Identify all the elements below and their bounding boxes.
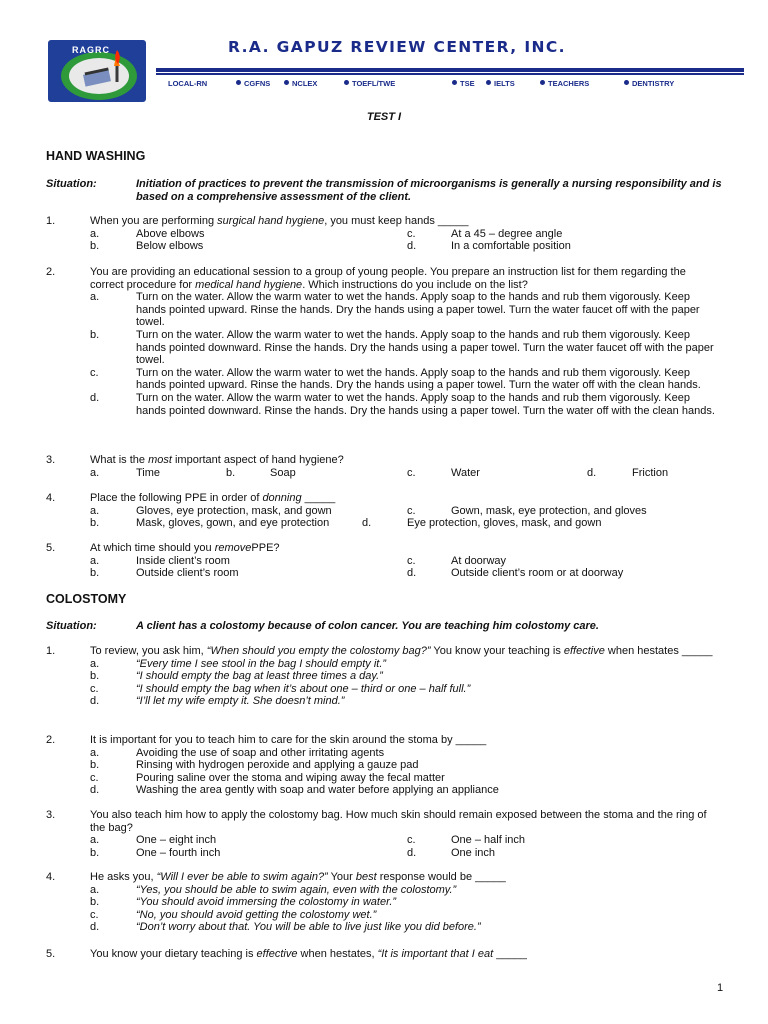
- bullet-icon: [344, 80, 349, 85]
- option-c: One – half inch: [451, 834, 525, 847]
- question-text: It is important for you to teach him to care for the skin around the stoma by _____: [90, 734, 487, 746]
- question-col-2: 2. It is important for you to teach him to care for the skin around the stoma by _____ a. Avoiding the use of soap and other irritating agents b. Rinsing with hydrogen peroxide and applying a gauze pad c. Pouring saline over the stoma and wiping away the fecal matter d. Washing the area gently with soap and water before applying an appliance: [46, 734, 726, 797]
- option-c: c. Turn on the water. Allow the warm water to wet the hands. Apply soap to the hands and rub them vigorously. Keep hands pointed upward. Rinse the hands. Dry the hands using a paper towel. Turn the water off with the clean hands.: [90, 366, 701, 392]
- option-c: At a 45 – degree angle: [451, 227, 563, 240]
- option-a: One – eight inch: [136, 834, 217, 847]
- option-a: Avoiding the use of soap and other irritating agents: [136, 746, 385, 759]
- question-text: At which time should you removePPE?: [90, 542, 280, 554]
- bullet-icon: [236, 80, 241, 85]
- test-title: TEST I: [366, 111, 402, 123]
- question-number: 3.: [46, 454, 56, 466]
- question-col-5: [46, 948, 726, 961]
- question-text: To review, you ask him, “When should you empty the colostomy bag?” You know your teaching is effective when hestates _____: [90, 645, 713, 657]
- situation-label: Situation:: [46, 620, 97, 632]
- question-hw-1: [46, 215, 726, 253]
- question-number: 4.: [46, 871, 56, 883]
- bullet-icon: [486, 80, 491, 85]
- option-row: b. One – fourth inch d. One inch: [90, 846, 496, 859]
- service-item: NCLEX: [284, 78, 292, 91]
- option-row: a. Inside client’s room c. At doorway: [90, 554, 507, 567]
- option-a: “Every time I see stool in the bag I should empty it.”: [136, 657, 387, 670]
- option-row: b. Outside client’s room d. Outside client’s room or at doorway: [90, 567, 624, 580]
- bullet-icon: [540, 80, 545, 85]
- option-d: Washing the area gently with soap and water before applying an appliance: [136, 784, 499, 797]
- question-text: What is the most important aspect of hand hygiene?: [90, 454, 344, 466]
- option-c: At doorway: [451, 554, 507, 567]
- question-number: 3.: [46, 809, 56, 821]
- page-number: 1: [717, 982, 724, 994]
- option-c: Pouring saline over the stoma and wiping away the fecal matter: [136, 771, 445, 784]
- company-name: R.A. GAPUZ REVIEW CENTER, INC.: [228, 38, 566, 56]
- question-text: Place the following PPE in order of donning _____: [90, 492, 336, 504]
- option-d: Eye protection, gloves, mask, and gown: [407, 517, 602, 530]
- option-b: One – fourth inch: [136, 846, 221, 859]
- question-hw-3: [46, 454, 726, 479]
- bullet-icon: [452, 80, 457, 85]
- option-c: “I should empty the bag when it’s about one – third or one – half full.”: [136, 682, 471, 695]
- option-row: a. Gloves, eye protection, mask, and gown c. Gown, mask, eye protection, and gloves: [90, 504, 647, 517]
- question-number: 2.: [46, 734, 56, 746]
- service-item: IELTS: [486, 78, 494, 91]
- company-logo: [48, 40, 146, 102]
- situation-text: A client has a colostomy because of colon cancer. You are teaching him colostomy care.: [136, 620, 599, 632]
- question-hw-5: [46, 542, 726, 580]
- question-number: 5.: [46, 948, 56, 960]
- option-b: “You should avoid immersing the colostomy in water.”: [136, 896, 397, 909]
- option-a: “Yes, you should be able to swim again, even with the colostomy.”: [136, 883, 457, 896]
- option-a: Time: [136, 466, 161, 479]
- question-text: When you are performing surgical hand hygiene, you must keep hands _____: [90, 215, 469, 227]
- service-item: DENTISTRY: [624, 78, 632, 91]
- option-a: Above elbows: [136, 227, 205, 240]
- option-d: “Don’t worry about that. You will be able to live just like you did before.”: [136, 921, 481, 934]
- question-number: 4.: [46, 492, 56, 504]
- service-item: TEACHERS: [540, 78, 548, 91]
- logo-text: RAGRC: [72, 45, 110, 55]
- option-d: Friction: [632, 466, 669, 479]
- option-d: One inch: [451, 846, 496, 859]
- option-row: a. Above elbows c. At a 45 – degree angle: [90, 227, 563, 240]
- question-col-4: 4. He asks you, “Will I ever be able to swim again?” Your best response would be _____ a. “Yes, you should be able to swim again, even with the colostomy.” b. “You should avoid immersing the colostomy in water.” c. “No, you should avoid getting the colostomy wet.” d. “Don’t worry about that. You will be able to live just like you did before.”: [46, 871, 726, 934]
- letterhead: [48, 40, 738, 110]
- question-hw-2: [46, 266, 726, 417]
- bullet-icon: [624, 80, 629, 85]
- option-b: Soap: [270, 466, 296, 479]
- question-text: You also teach him how to apply the colostomy bag. How much skin should remain exposed between the stoma and the ring of the bag?: [90, 809, 707, 834]
- option-b: Outside client’s room: [136, 567, 239, 580]
- service-item: CGFNS: [236, 78, 244, 91]
- option-row: a. One – eight inch c. One – half inch: [90, 834, 525, 847]
- option-d: d. Turn on the water. Allow the warm water to wet the hands. Apply soap to the hands and rub them vigorously. Keep hands pointed downward. Rinse the hands. Dry the hands using a paper towel. Turn the water off with the clean hands.: [90, 391, 715, 417]
- question-hw-4: [46, 492, 726, 530]
- option-row: b. Below elbows d. In a comfortable position: [90, 240, 571, 253]
- option-b: Rinsing with hydrogen peroxide and applying a gauze pad: [136, 759, 419, 772]
- option-c: Water: [451, 466, 480, 479]
- question-text: He asks you, “Will I ever be able to swim again?” Your best response would be _____: [90, 871, 506, 883]
- section-title-colostomy: COLOSTOMY: [46, 592, 127, 606]
- option-b: Below elbows: [136, 240, 204, 253]
- question-text: You know your dietary teaching is effective when hestates, “It is important that I eat _____: [90, 948, 527, 960]
- option-b: Mask, gloves, gown, and eye protection: [136, 517, 330, 530]
- section-title-hand-washing: HAND WASHING: [46, 149, 146, 163]
- question-number: 5.: [46, 542, 56, 554]
- option-c: “No, you should avoid getting the colostomy wet.”: [136, 908, 377, 921]
- services-list: LOCAL-RN CGFNS NCLEX TOEFL/TWE TSE IELTS TEACHERS DENTISTRY: [156, 78, 744, 90]
- service-item: TOEFL/TWE: [344, 78, 352, 91]
- question-col-3: [46, 809, 726, 859]
- option-a: a. Turn on the water. Allow the warm water to wet the hands. Apply soap to the hands and rub them vigorously. Keep hands pointed upward. Rinse the hands. Dry the hands using a paper towel. Turn the water faucet off with the paper towel.: [90, 291, 700, 329]
- header-rule: [156, 68, 744, 72]
- bullet-icon: [284, 80, 289, 85]
- question-number: 1.: [46, 645, 56, 657]
- question-number: 2.: [46, 266, 56, 278]
- option-d: In a comfortable position: [451, 240, 571, 253]
- service-item: TSE: [452, 78, 460, 91]
- question-text: You are providing an educational session to a group of young people. You prepare an instruction list for them regarding the correct procedure for medical hand hygiene. Which instructions do you include on the list?: [90, 266, 686, 291]
- option-b: b. Turn on the water. Allow the warm water to wet the hands. Apply soap to the hands and rub them vigorously. Keep hands pointed downward. Rinse the hands. Dry the hands using a paper towel. Turn the water faucet off with the paper towel.: [90, 328, 714, 367]
- option-row: a. Time b. Soap c. Water d. Friction: [90, 466, 669, 479]
- situation-text: Initiation of practices to prevent the transmission of microorganisms is generally a nursing responsibility and is based on a comprehensive assessment of the client.: [136, 178, 722, 203]
- option-d: “I’ll let my wife empty it. She doesn’t mind.”: [136, 695, 345, 708]
- option-b: “I should empty the bag at least three times a day.”: [136, 670, 383, 683]
- header-rule-thin: [156, 73, 744, 75]
- option-a: Gloves, eye protection, mask, and gown: [136, 504, 332, 517]
- option-row: b. Mask, gloves, gown, and eye protection d. Eye protection, gloves, mask, and gown: [90, 517, 602, 530]
- option-d: Outside client’s room or at doorway: [451, 567, 624, 580]
- option-c: Gown, mask, eye protection, and gloves: [451, 504, 647, 517]
- question-number: 1.: [46, 215, 56, 227]
- question-col-1: 1. To review, you ask him, “When should you empty the colostomy bag?” You know your teaching is effective when hestates _____ a. “Every time I see stool in the bag I should empty it.” b. “I should empty the bag at least three times a day.” c. “I should empty the bag when it’s about one – third or one – half full.” d. “I’ll let my wife empty it. She doesn’t mind.”: [46, 645, 726, 708]
- option-a: Inside client’s room: [136, 554, 230, 567]
- situation-label: Situation:: [46, 178, 97, 190]
